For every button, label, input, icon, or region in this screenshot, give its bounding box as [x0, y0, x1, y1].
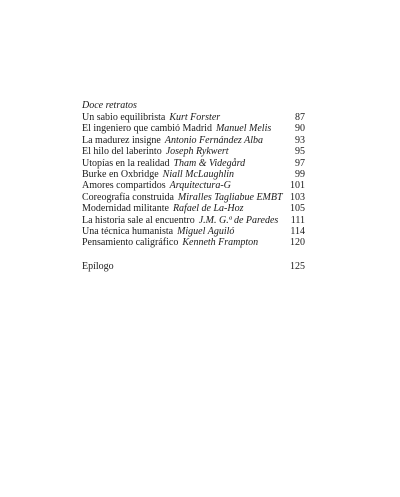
- toc-entry: [82, 226, 305, 237]
- entry-title: Una técnica humanista: [82, 225, 174, 237]
- toc-entry: [82, 192, 305, 203]
- toc-entry: [82, 180, 305, 191]
- entry-title: La historia sale al encuentro: [82, 214, 195, 226]
- entry-page-number: 111: [290, 214, 305, 226]
- entry-page-number: 125: [290, 260, 305, 272]
- toc-entry: [82, 123, 305, 134]
- entry-page-number: 105: [290, 203, 305, 215]
- toc-entry: [82, 112, 305, 123]
- entry-author: Joseph Rykwert: [165, 146, 229, 158]
- entry-page-number: 95: [295, 146, 305, 158]
- table-of-contents: [82, 100, 305, 272]
- entry-page-number: 120: [290, 237, 305, 249]
- entry-author: Miguel Aguiló: [177, 225, 235, 237]
- entry-title: Amores compartidos: [82, 180, 166, 192]
- entry-author: Niall McLaughlin: [162, 168, 235, 180]
- entry-title: Burke en Oxbridge: [82, 168, 159, 180]
- toc-entry: [82, 158, 305, 169]
- entry-page-number: 103: [290, 191, 305, 203]
- entry-author: Kurt Forster: [169, 112, 221, 123]
- entry-title: El hilo del laberinto: [82, 146, 162, 158]
- entry-author: Rafael de La-Hoz: [172, 203, 244, 215]
- entry-title: Utopías en la realidad: [82, 157, 170, 169]
- entry-author: Antonio Fernández Alba: [164, 134, 263, 146]
- entry-author: J.M. G.ª de Paredes: [198, 214, 279, 226]
- toc-entry: [82, 203, 305, 214]
- entry-page-number: 97: [295, 157, 305, 169]
- entry-page-number: 114: [290, 225, 305, 237]
- toc-entry-epilogue: [82, 261, 305, 272]
- entry-title: Pensamiento caligráfico: [82, 237, 179, 249]
- toc-entry: [82, 215, 305, 226]
- entry-page-number: 93: [295, 134, 305, 146]
- entry-page-number: 101: [290, 180, 305, 192]
- entry-author: Kenneth Frampton: [182, 237, 259, 249]
- entry-title: Un sabio equilibrista: [82, 112, 166, 123]
- entry-author: Miralles Tagliabue EMBT: [177, 191, 283, 203]
- entry-author: Tham & Videgård: [173, 157, 246, 169]
- entry-page-number: 87: [295, 112, 305, 123]
- entry-title: El ingeniero que cambió Madrid: [82, 123, 212, 135]
- entry-page-number: 90: [295, 123, 305, 135]
- toc-entry: [82, 237, 305, 248]
- toc-spacer: [82, 249, 305, 261]
- entry-page-number: 99: [295, 168, 305, 180]
- entry-title: Modernidad militante: [82, 203, 169, 215]
- section-title: Doce retratos: [82, 100, 137, 111]
- entry-title: La madurez insigne: [82, 134, 161, 146]
- entry-author: Arquitectura-G: [169, 180, 231, 192]
- entry-title: Epílogo: [82, 260, 114, 272]
- toc-entry: [82, 146, 305, 157]
- entry-title: Coreografía construida: [82, 191, 174, 203]
- toc-entry: [82, 135, 305, 146]
- entry-author: Manuel Melis: [215, 123, 272, 135]
- toc-entry: [82, 169, 305, 180]
